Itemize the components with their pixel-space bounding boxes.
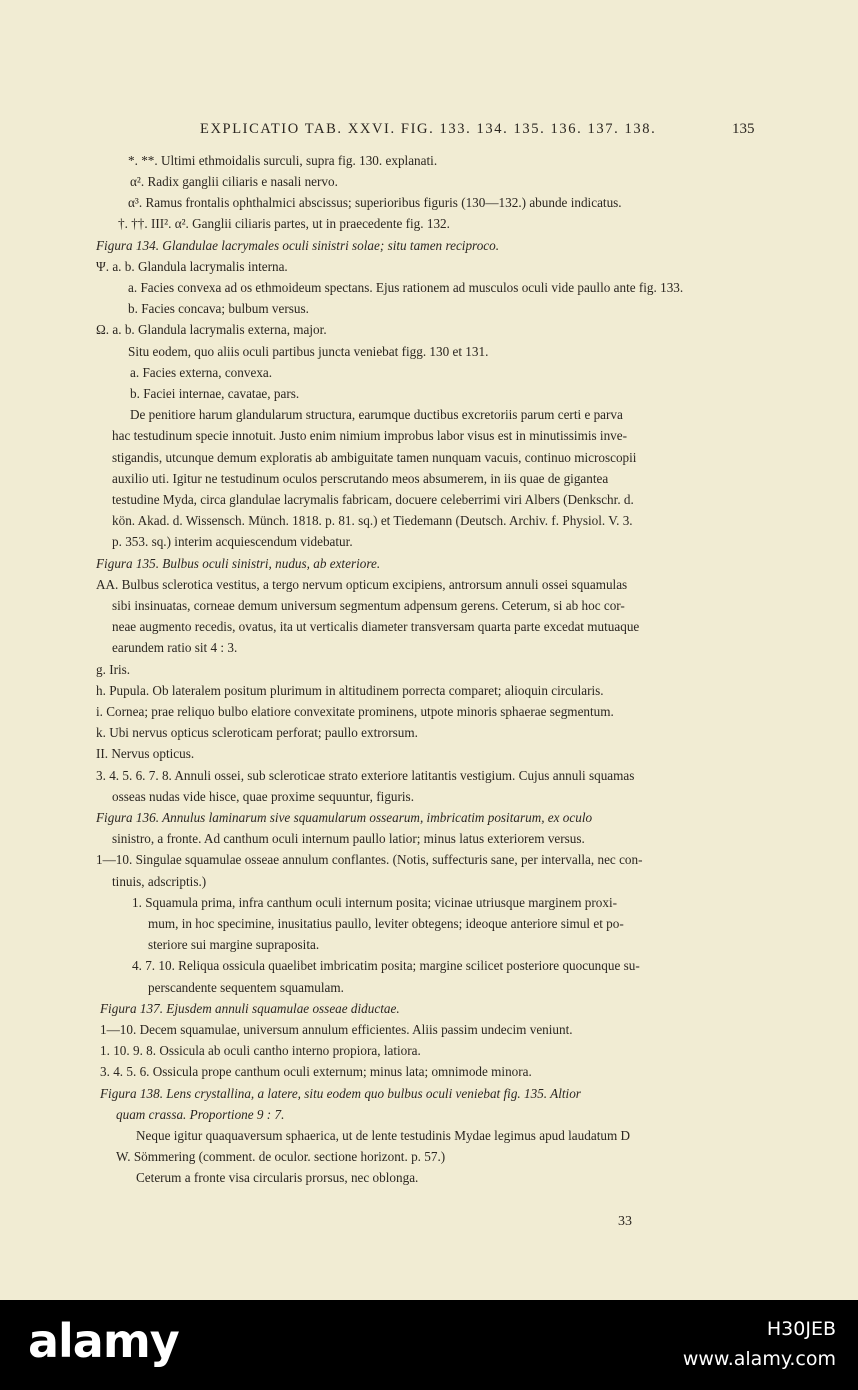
page-number: 135 xyxy=(732,121,755,137)
page-header xyxy=(0,121,858,141)
text-line: p. 353. sq.) interim acquiescendum videbatur. xyxy=(112,534,353,549)
watermark-url: www.alamy.com xyxy=(682,1348,836,1370)
text-line: k. Ubi nervus opticus scleroticam perforat; paullo extrorsum. xyxy=(96,725,418,740)
text-line: De penitiore harum glandularum structura, earumque ductibus excretoriis parum certi e parva xyxy=(130,407,623,422)
signature-mark: 33 xyxy=(618,1214,632,1229)
text-line: testudine Myda, circa glandulae lacrymalis fabricam, docuere celeberrimi viri Albers (Denkschr. d. xyxy=(112,492,634,507)
text-line: h. Pupula. Ob lateralem positum plurimum in altitudinem porrecta comparet; alioquin circularis. xyxy=(96,683,604,698)
text-line: Ceterum a fronte visa circularis prorsus, nec oblonga. xyxy=(136,1170,419,1185)
text-line: g. Iris. xyxy=(96,662,131,677)
figure-heading: Figura 136. Annulus laminarum sive squamularum ossearum, imbricatim positarum, ex oculo xyxy=(96,810,593,825)
text-line: 1. 10. 9. 8. Ossicula ab oculi cantho interno propiora, latiora. xyxy=(100,1043,421,1058)
text-line: α². Radix ganglii ciliaris e nasali nervo. xyxy=(130,174,338,189)
text-line: stigandis, utcunque demum exploratis ab ambiguitate tamen nunquam vacuis, continuo microscopii xyxy=(112,450,637,465)
text-line: kön. Akad. d. Wissensch. Münch. 1818. p. 81. sq.) et Tiedemann (Deutsch. Archiv. f. Physiol. V. 3. xyxy=(112,513,633,528)
text-line: *. **. Ultimi ethmoidalis surculi, supra fig. 130. explanati. xyxy=(128,153,438,168)
text-line: II. Nervus opticus. xyxy=(96,746,195,761)
text-line: sibi insinuatas, corneae demum universum segmentum adpensum gerens. Ceterum, si ab hoc cor- xyxy=(112,598,625,613)
text-line: sinistro, a fronte. Ad canthum oculi internum paullo latior; minus latus exteriorem versus. xyxy=(112,831,585,846)
text-line: Ψ. a. b. Glandula lacrymalis interna. xyxy=(96,259,288,274)
text-line: 3. 4. 5. 6. Ossicula prope canthum oculi externum; minus lata; omnimode minora. xyxy=(100,1064,532,1079)
watermark-bar xyxy=(0,1300,858,1390)
text-line: Neque igitur quaquaversum sphaerica, ut de lente testudinis Mydae legimus apud laudatum D xyxy=(136,1128,631,1143)
text-line: 1. Squamula prima, infra canthum oculi internum posita; vicinae utriusque marginem proxi- xyxy=(132,895,618,910)
text-line: 1—10. Decem squamulae, universum annulum efficientes. Aliis passim undecim veniunt. xyxy=(100,1022,573,1037)
text-line: auxilio uti. Igitur ne testudinum oculos perscrutando meos absumerem, in iis quae de gigantea xyxy=(112,471,609,486)
text-line: α³. Ramus frontalis ophthalmici abscissus; superioribus figuris (130—132.) abunde indicatus. xyxy=(128,195,622,210)
text-line: mum, in hoc specimine, inusitatius paullo, leviter obtegens; ideoque anteriore simul et po- xyxy=(148,916,624,931)
text-line: 1—10. Singulae squamulae osseae annulum conflantes. (Notis, suffecturis sane, per intervalla, nec con- xyxy=(96,852,643,867)
text-line: AA. Bulbus sclerotica vestitus, a tergo nervum opticum excipiens, antrorsum annuli ossei squamulas xyxy=(96,577,628,592)
text-line: Ω. a. b. Glandula lacrymalis externa, major. xyxy=(96,322,327,337)
text-line: a. Facies convexa ad os ethmoideum spectans. Ejus rationem ad musculos oculi vide paullo ante fig. 133. xyxy=(128,280,684,295)
text-line: steriore sui margine supraposita. xyxy=(148,937,320,952)
text-line: perscandente sequentem squamulam. xyxy=(148,980,344,995)
text-line: b. Facies concava; bulbum versus. xyxy=(128,301,309,316)
text-line: Situ eodem, quo aliis oculi partibus juncta veniebat figg. 130 et 131. xyxy=(128,344,489,359)
figure-heading: Figura 135. Bulbus oculi sinistri, nudus, ab exteriore. xyxy=(96,556,381,571)
text-line: earundem ratio sit 4 : 3. xyxy=(112,640,238,655)
text-line: 3. 4. 5. 6. 7. 8. Annuli ossei, sub scleroticae strato exteriore latitantis vestigium. Cujus annuli squamas xyxy=(96,768,635,783)
header-title: EXPLICATIO TAB. XXVI. FIG. 133. 134. 135. 136. 137. 138. xyxy=(200,121,657,137)
text-line: b. Faciei internae, cavatae, pars. xyxy=(130,386,300,401)
text-line: hac testudinum specie innotuit. Justo enim nimium improbus labor visus est in minutissimis inve- xyxy=(112,428,628,443)
text-line: tinuis, adscriptis.) xyxy=(112,874,207,889)
alamy-logo: alamy xyxy=(28,1314,179,1368)
text-line: †. ††. III². α². Ganglii ciliaris partes, ut in praecedente fig. 132. xyxy=(118,216,450,231)
text-line: neae augmento recedis, ovatus, ita ut verticalis diameter transversam quarta parte excedat mutuaque xyxy=(112,619,640,634)
figure-heading: Figura 134. Glandulae lacrymales oculi sinistri solae; situ tamen reciproco. xyxy=(96,238,500,253)
figure-heading: Figura 138. Lens crystallina, a latere, situ eodem quo bulbus oculi veniebat fig. 135. Altior xyxy=(100,1086,581,1101)
figure-heading: Figura 137. Ejusdem annuli squamulae osseae diductae. xyxy=(100,1001,400,1016)
text-line: 4. 7. 10. Reliqua ossicula quaelibet imbricatim posita; margine scilicet posteriore quocunque su- xyxy=(132,958,640,973)
text-line: quam crassa. Proportione 9 : 7. xyxy=(116,1107,285,1122)
text-line: osseas nudas vide hisce, quae proxime sequuntur, figuris. xyxy=(112,789,414,804)
text-line: i. Cornea; prae reliquo bulbo elatiore convexitate prominens, utpote minoris sphaerae segmentum. xyxy=(96,704,614,719)
text-line: a. Facies externa, convexa. xyxy=(130,365,273,380)
image-id: H30JEB xyxy=(766,1318,836,1340)
text-line: W. Sömmering (comment. de oculor. sectione horizont. p. 57.) xyxy=(116,1149,446,1164)
